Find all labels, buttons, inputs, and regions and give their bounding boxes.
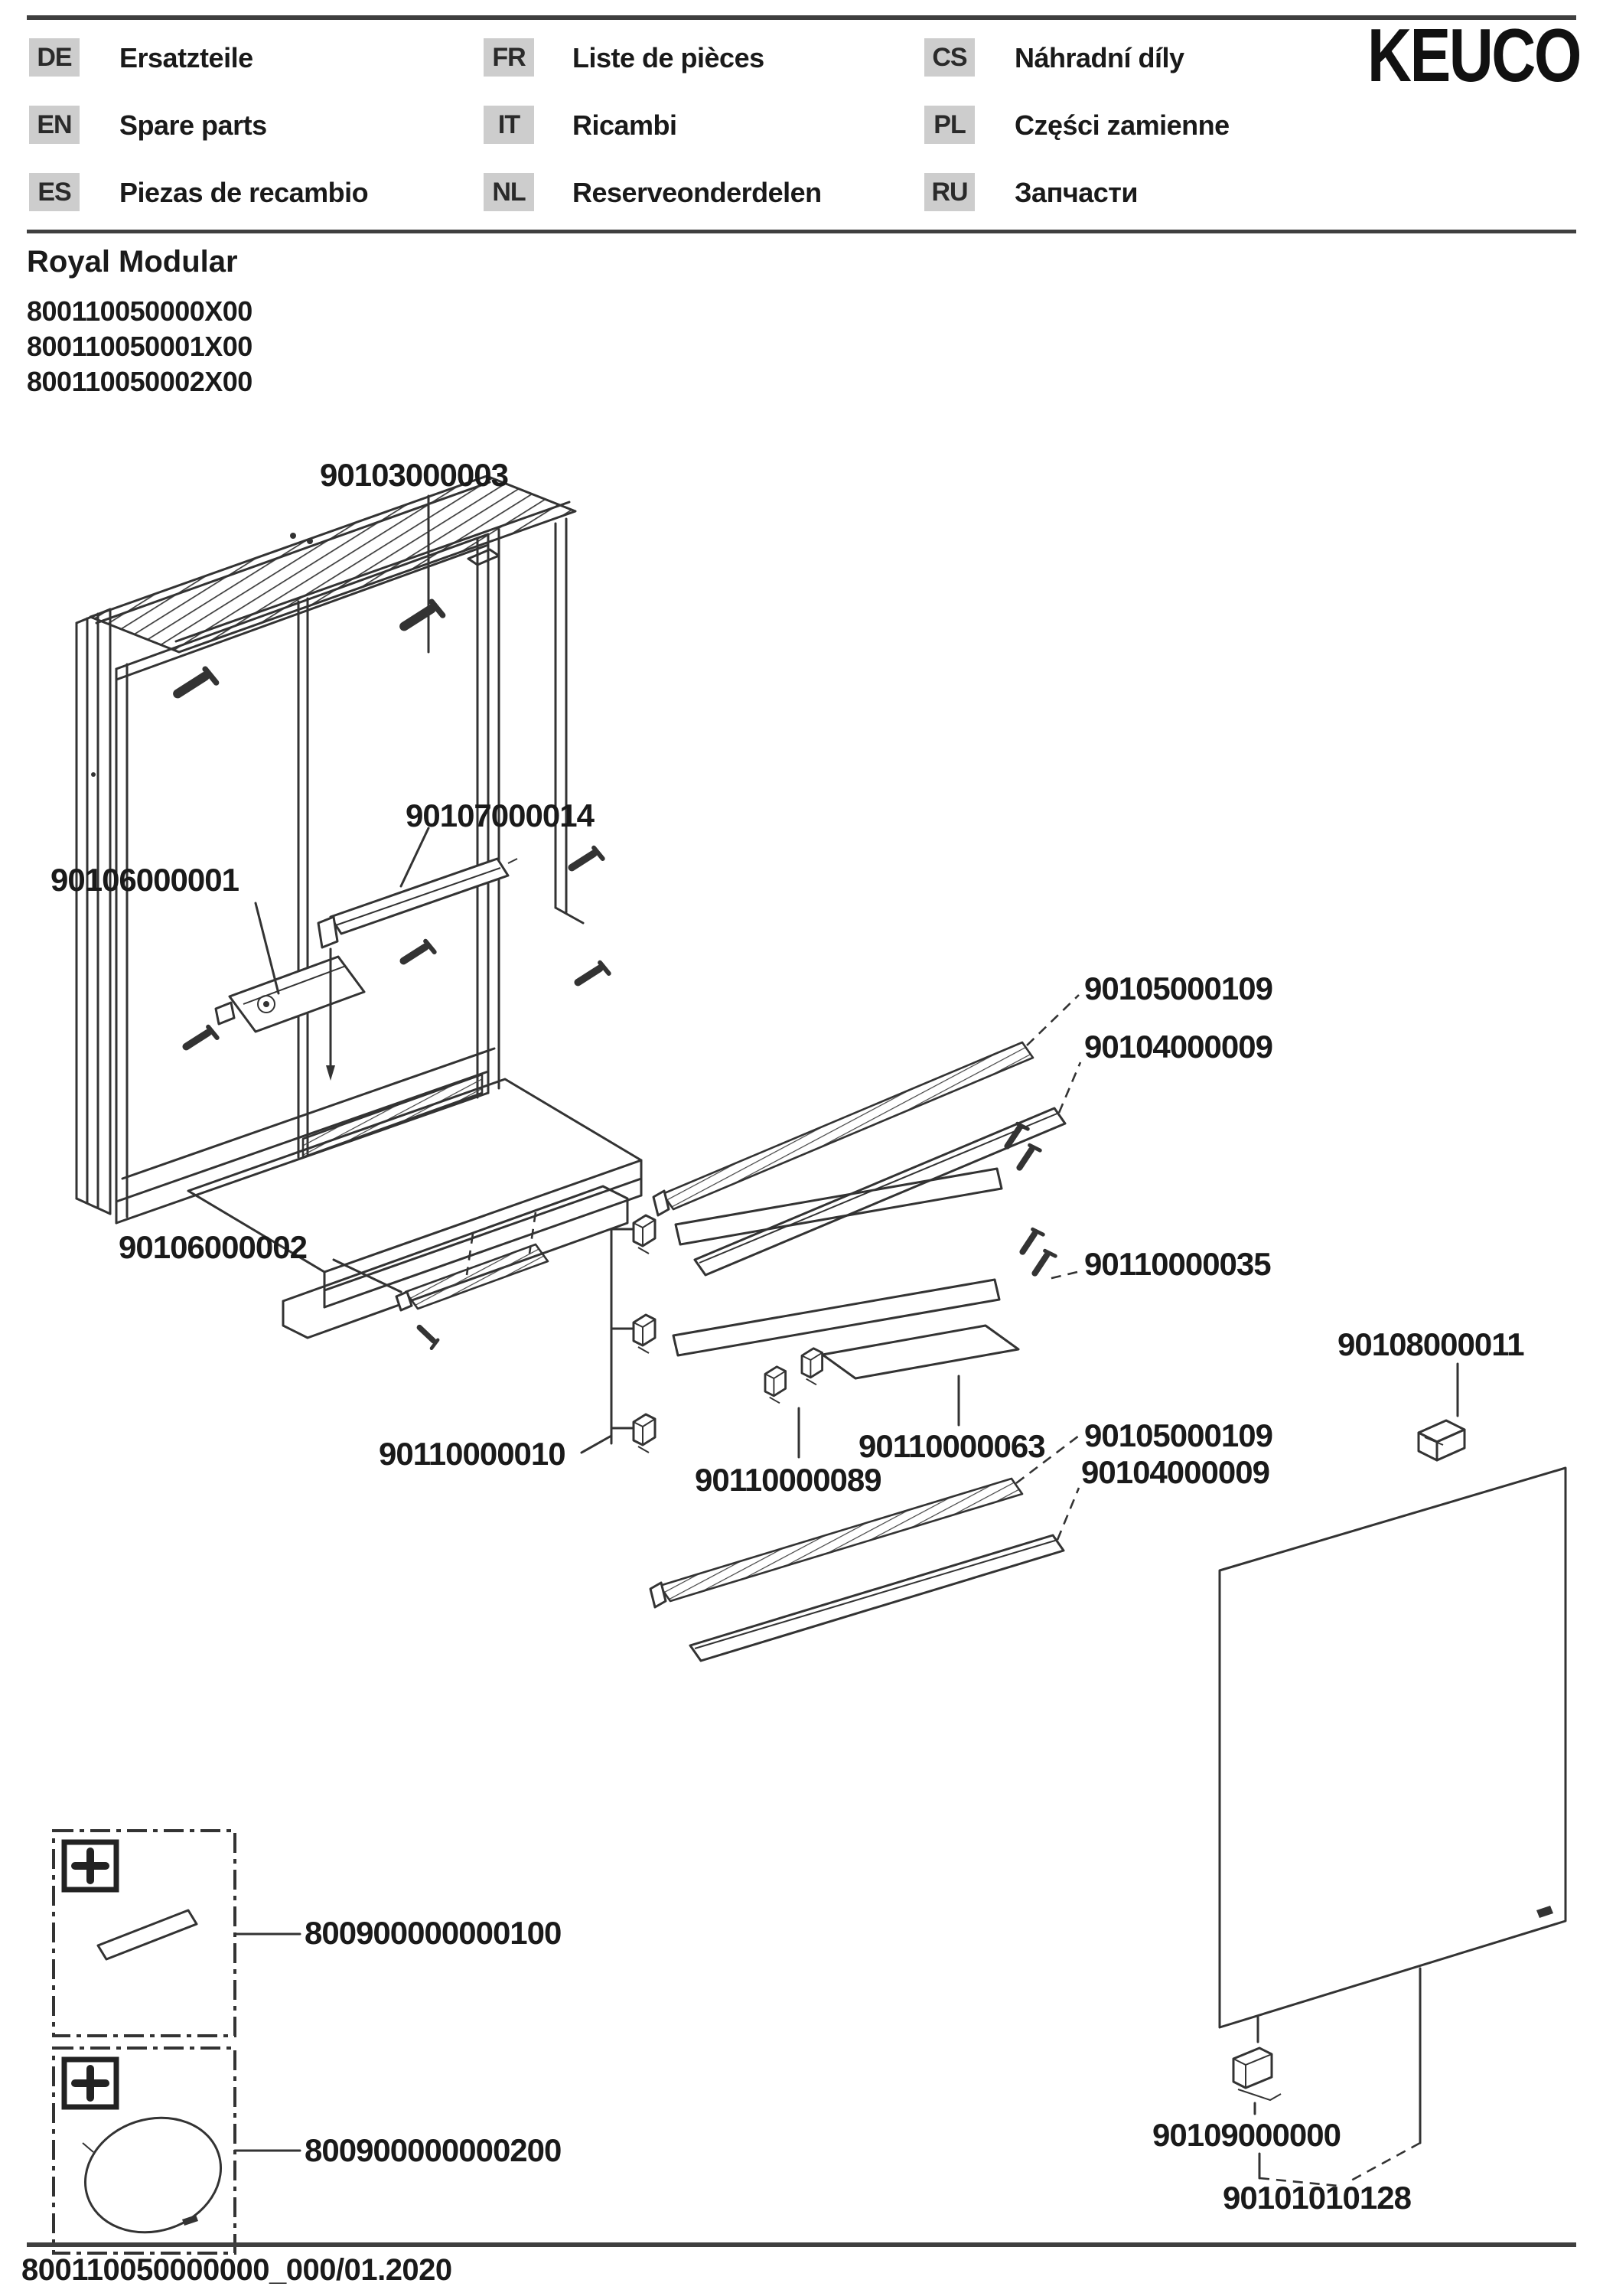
part-label-power-unit: 90106000001 — [51, 862, 239, 898]
lang-label-nl: Reserveonderdelen — [572, 177, 822, 208]
product-model: 800110050001X00 — [27, 331, 253, 362]
plus-icon — [64, 1842, 116, 1890]
part-label-door-bearing: 90109000000 — [1152, 2117, 1341, 2153]
lang-label-pl: Części zamienne — [1015, 109, 1230, 141]
part-label-accessory-1: 800900000000100 — [305, 1915, 562, 1951]
product-model: 800110050000X00 — [27, 295, 253, 327]
lang-label-it: Ricambi — [572, 109, 677, 141]
lang-label-ru: Запчасти — [1015, 177, 1139, 208]
plus-icon — [64, 2060, 116, 2107]
lang-label-en: Spare parts — [119, 109, 267, 141]
part-label-door-damper: 90108000011 — [1337, 1326, 1524, 1362]
part-label-shelf-clips: 90110000089 — [695, 1462, 881, 1498]
base-grill-part — [334, 1244, 548, 1349]
lang-badge-nl: NL — [484, 173, 534, 211]
lang-badge-cs: CS — [924, 38, 975, 77]
lang-badge-fr: FR — [484, 38, 534, 77]
shelf-supports-group — [582, 1215, 655, 1453]
part-label-glass-shelf-screws: 90110000035 — [1084, 1246, 1271, 1282]
door-damper-group — [1419, 1364, 1465, 1460]
product-title: Royal Modular — [27, 245, 238, 279]
keuco-logo: KEUCO — [1367, 13, 1580, 97]
part-label-led-profile-bottom: 90104000009 — [1081, 1454, 1269, 1490]
lang-badge-de: DE — [29, 38, 80, 77]
lang-label-es: Piezas de recambio — [119, 177, 369, 208]
lang-badge-pl: PL — [924, 106, 975, 144]
part-label-accessory-2: 800900000000200 — [305, 2132, 562, 2168]
part-label-led-profile-top: 90104000009 — [1084, 1029, 1272, 1065]
part-label-cover-profile-top: 90105000109 — [1084, 970, 1272, 1006]
part-label-light-unit: 90107000014 — [406, 797, 594, 833]
lang-badge-it: IT — [484, 106, 534, 144]
part-label-top-rail: 90103000003 — [320, 457, 508, 493]
mirror-door-group — [1220, 1468, 1566, 2186]
accessory-boxes — [54, 1831, 300, 2253]
part-label-base-grill: 90106000002 — [119, 1229, 307, 1265]
footer-document-code: 800110050000000_000/01.2020 — [21, 2253, 452, 2287]
part-label-cover-profile-bottom: 90105000109 — [1084, 1417, 1272, 1453]
product-model: 800110050002X00 — [27, 366, 253, 397]
lang-label-de: Ersatzteile — [119, 42, 253, 73]
lang-label-fr: Liste de pièces — [572, 42, 764, 73]
lang-badge-ru: RU — [924, 173, 975, 211]
part-label-small-glass-shelf: 90110000063 — [859, 1428, 1045, 1464]
lang-label-cs: Náhradní díly — [1015, 42, 1184, 73]
part-label-mirror-door: 90101010128 — [1223, 2180, 1411, 2216]
lang-badge-es: ES — [29, 173, 80, 211]
part-label-shelf-supports: 90110000010 — [379, 1436, 565, 1472]
footer-rule — [27, 2242, 1576, 2247]
lang-badge-en: EN — [29, 106, 80, 144]
